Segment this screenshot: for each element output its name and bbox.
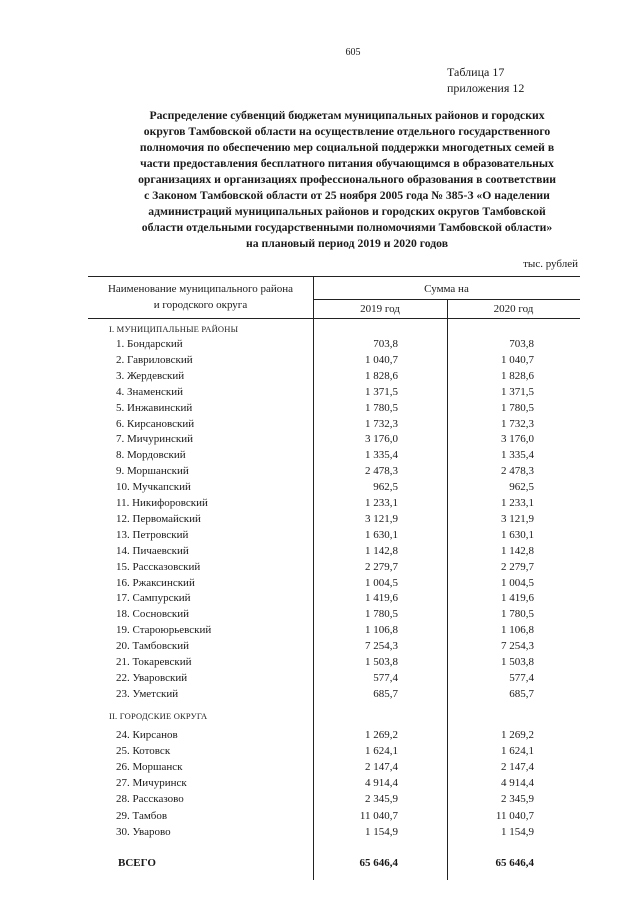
table-row-name: 6. Кирсановский: [116, 418, 195, 430]
table-row-value-2020: 1 780,5: [501, 608, 534, 620]
table-row-value-2019: 11 040,7: [359, 810, 398, 822]
table-row-value-2020: 1 154,9: [501, 826, 534, 838]
table-row-value-2019: 1 503,8: [365, 656, 398, 668]
table-row-name: 30. Уварово: [116, 826, 171, 838]
table-row-value-2020: 1 269,2: [501, 729, 534, 741]
table-row-value-2019: 1 335,4: [365, 449, 398, 461]
table-row-value-2020: 577,4: [509, 672, 534, 684]
table-row-name: 22. Уваровский: [116, 672, 188, 684]
table-row-value-2019: 1 142,8: [365, 545, 398, 557]
table-row-value-2020: 3 176,0: [501, 433, 534, 445]
table-row-name: 9. Моршанский: [116, 465, 189, 477]
table-row-value-2020: 11 040,7: [495, 810, 534, 822]
table-row-value-2020: 2 147,4: [501, 761, 534, 773]
table-row-value-2019: 1 371,5: [365, 386, 398, 398]
table-row-value-2020: 3 121,9: [501, 513, 534, 525]
table-row-value-2020: 1 630,1: [501, 529, 534, 541]
table-row-value-2020: 1 142,8: [501, 545, 534, 557]
table-row-name: 23. Уметский: [116, 688, 179, 700]
units-label: тыс. рублей: [523, 258, 578, 270]
table-row-name: 24. Кирсанов: [116, 729, 178, 741]
table-row-value-2020: 1 828,6: [501, 370, 534, 382]
table-row-value-2020: 1 106,8: [501, 624, 534, 636]
table-row-value-2019: 1 732,3: [365, 418, 398, 430]
table-row-value-2019: 1 233,1: [365, 497, 398, 509]
document-title: Распределение субвенций бюджетам муниципальных районов и городских округов Тамбовской области на осуществление отдельного государственного полномочия по обеспечению мер социальной поддержки многодетных семей в части предоставления бесплатного питания обучающимся в образовательных организациях и организациях профессионального образования в соответствии с Законом Тамбовской области от 25 ноября 2005 года № 385-З «О наделении администраций муниципальных районов и городских округов Тамбовской области отдельными государственными полномочиями Тамбовской области» на плановый период 2019 и 2020 годов: [138, 109, 556, 250]
table-row-name: 15. Рассказовский: [116, 561, 201, 573]
table-top-border: [88, 276, 580, 277]
table-row-name: 13. Петровский: [116, 529, 189, 541]
table-row-value-2020: 1 419,6: [501, 592, 534, 604]
table-row-name: 3. Жердевский: [116, 370, 185, 382]
table-row-name: 10. Мучкапский: [116, 481, 191, 493]
table-row-name: 19. Староюрьевский: [116, 624, 212, 636]
table-row-name: 7. Мичуринский: [116, 433, 193, 445]
table-row-value-2020: 1 233,1: [501, 497, 534, 509]
table-row-value-2020: 2 478,3: [501, 465, 534, 477]
table-row-name: 21. Токаревский: [116, 656, 192, 668]
table-row-value-2019: 1 004,5: [365, 577, 398, 589]
table-row-value-2019: 7 254,3: [365, 640, 398, 652]
total-label: ВСЕГО: [118, 857, 156, 869]
table-row-name: 12. Первомайский: [116, 513, 201, 525]
table-row-name: 17. Сампурский: [116, 592, 191, 604]
total-2020: 65 646,4: [495, 857, 534, 869]
table-row-name: 2. Гавриловский: [116, 354, 193, 366]
table-label: Таблица 17: [447, 65, 505, 79]
table-row-name: 29. Тамбов: [116, 810, 168, 822]
section-title-districts: I. МУНИЦИПАЛЬНЫЕ РАЙОНЫ: [109, 324, 239, 334]
table-row-value-2019: 1 828,6: [365, 370, 398, 382]
table-row-value-2020: 1 503,8: [501, 656, 534, 668]
table-row-name: 27. Мичуринск: [116, 777, 187, 789]
table-row-value-2019: 1 780,5: [365, 402, 398, 414]
table-row-value-2019: 2 147,4: [365, 761, 398, 773]
table-row-value-2020: 4 914,4: [501, 777, 534, 789]
table-row-value-2019: 685,7: [373, 688, 398, 700]
header-bottom-border: [88, 318, 580, 319]
table-row-name: 8. Мордовский: [116, 449, 186, 461]
table-row-name: 14. Пичаевский: [116, 545, 189, 557]
section-title-city-districts: II. ГОРОДСКИЕ ОКРУГА: [109, 711, 208, 721]
table-row-value-2020: 1 040,7: [501, 354, 534, 366]
table-row-value-2019: 577,4: [373, 672, 398, 684]
table-row-value-2020: 1 004,5: [501, 577, 534, 589]
table-row-value-2019: 1 419,6: [365, 592, 398, 604]
table-row-value-2020: 2 279,7: [501, 561, 534, 573]
table-row-value-2020: 1 624,1: [501, 745, 534, 757]
table-row-value-2019: 1 780,5: [365, 608, 398, 620]
table-row-value-2020: 1 371,5: [501, 386, 534, 398]
header-name-column: Наименование муниципального района и городского округа: [107, 283, 294, 311]
table-row-value-2019: 1 624,1: [365, 745, 398, 757]
table-row-name: 4. Знаменский: [116, 386, 184, 398]
appendix-label: приложения 12: [447, 81, 525, 95]
table-row-name: 1. Бондарский: [116, 338, 183, 350]
table-row-name: 16. Ржаксинский: [116, 577, 195, 589]
table-row-name: 20. Тамбовский: [116, 640, 190, 652]
table-row-value-2019: 3 121,9: [365, 513, 398, 525]
name-column-divider: [313, 276, 314, 880]
table-row-value-2019: 3 176,0: [365, 433, 398, 445]
table-row-name: 5. Инжавинский: [116, 402, 193, 414]
table-row-name: 25. Котовск: [116, 745, 171, 757]
table-row-value-2020: 1 335,4: [501, 449, 534, 461]
table-row-value-2019: 1 630,1: [365, 529, 398, 541]
header-year-2019: 2019 год: [360, 303, 400, 315]
table-row-value-2019: 4 914,4: [365, 777, 398, 789]
table-row-name: 26. Моршанск: [116, 761, 183, 773]
table-row-value-2020: 703,8: [509, 338, 534, 350]
table-row-value-2019: 2 345,9: [365, 793, 398, 805]
header-sum-on: Сумма на: [424, 283, 469, 295]
table-row-value-2020: 7 254,3: [501, 640, 534, 652]
table-row-value-2020: 1 732,3: [501, 418, 534, 430]
table-row-name: 28. Рассказово: [116, 793, 184, 805]
table-row-value-2020: 2 345,9: [501, 793, 534, 805]
table-row-value-2019: 1 154,9: [365, 826, 398, 838]
table-row-value-2019: 1 269,2: [365, 729, 398, 741]
table-row-name: 11. Никифоровский: [116, 497, 208, 509]
table-row-value-2019: 2 279,7: [365, 561, 398, 573]
page-number: 605: [345, 47, 361, 58]
table-row-name: 18. Сосновский: [116, 608, 190, 620]
table-row-value-2019: 962,5: [373, 481, 398, 493]
year-column-divider: [447, 299, 448, 880]
table-row-value-2019: 1 106,8: [365, 624, 398, 636]
total-2019: 65 646,4: [359, 857, 398, 869]
table-row-value-2020: 1 780,5: [501, 402, 534, 414]
table-row-value-2020: 685,7: [509, 688, 534, 700]
header-year-2020: 2020 год: [493, 303, 534, 315]
table-row-value-2019: 703,8: [373, 338, 398, 350]
table-row-value-2020: 962,5: [509, 481, 534, 493]
table-row-value-2019: 1 040,7: [365, 354, 398, 366]
table-row-value-2019: 2 478,3: [365, 465, 398, 477]
